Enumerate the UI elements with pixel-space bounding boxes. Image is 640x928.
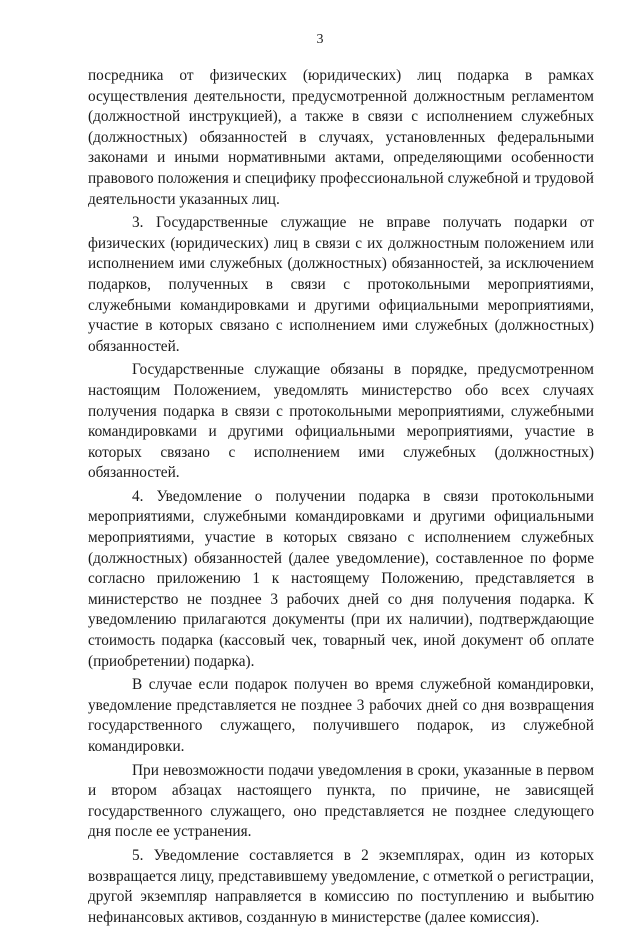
paragraph-notification-duty: Государственные служащие обязаны в порядке, предусмотренном настоящим Положением, уведомлять министерство обо всех случаях получения подарка в связи с протокольными мероприятиями, служебными командировками и другими официальными мероприятиями, участие в которых связано с исполнением ими служебных (должностных) обязанностей.: [88, 361, 594, 482]
page-number: 3: [316, 32, 324, 47]
document-body: [88, 66, 594, 928]
paragraph-business-trip: В случае если подарок получен во время служебной командировки, уведомление представляется не позднее 3 рабочих дней со дня возвращения государственного служащего, получившего подарок, из служебной командировки.: [88, 676, 594, 755]
paragraph-continuation: посредника от физических (юридических) лиц подарка в рамках осуществления деятельности, предусмотренной должностным регламентом (должностной инструкцией), а также в связи с исполнением служебных (должностных) обязанностей в случаях, установленных федеральными законами и иными нормативными актами, определяющими особенности правового положения и специфику профессиональной служебной и трудовой деятельности указанных лиц.: [88, 67, 594, 208]
paragraph-item-5: 5. Уведомление составляется в 2 экземплярах, один из которых возвращается лицу, представившему уведомление, с отметкой о регистрации, другой экземпляр направляется в комиссию по поступлению и выбытию нефинансовых активов, созданную в министерстве (далее комиссия).: [88, 846, 594, 926]
paragraph-item-3: 3. Государственные служащие не вправе получать подарки от физических (юридических) лиц в связи с их должностным положением или исполнением ими служебных (должностных) обязанностей, за исключением подарков, полученных в связи с протокольными мероприятиями, служебными командировками и другими официальными мероприятиями, участие в которых связано с исполнением ими служебных (должностных) обязанностей.: [88, 214, 594, 355]
paragraph-impossibility: При невозможности подачи уведомления в сроки, указанные в первом и втором абзацах настоящего пункта, по причине, не зависящей государственного служащего, оно представляется не позднее следующего дня после ее устранения.: [88, 761, 594, 841]
paragraph-item-4: 4. Уведомление о получении подарка в связи протокольными мероприятиями, служебными командировками и другими официальными мероприятиями, участие в которых связано с исполнением служебных (должностных) обязанностей (далее уведомление), составленное по форме согласно приложению 1 к настоящему Положению, представляется в министерство не позднее 3 рабочих дней со дня получения подарка. К уведомлению прилагаются документы (при их наличии), подтверждающие стоимость подарка (кассовый чек, товарный чек, иной документ об оплате (приобретении) подарка).: [88, 487, 594, 670]
